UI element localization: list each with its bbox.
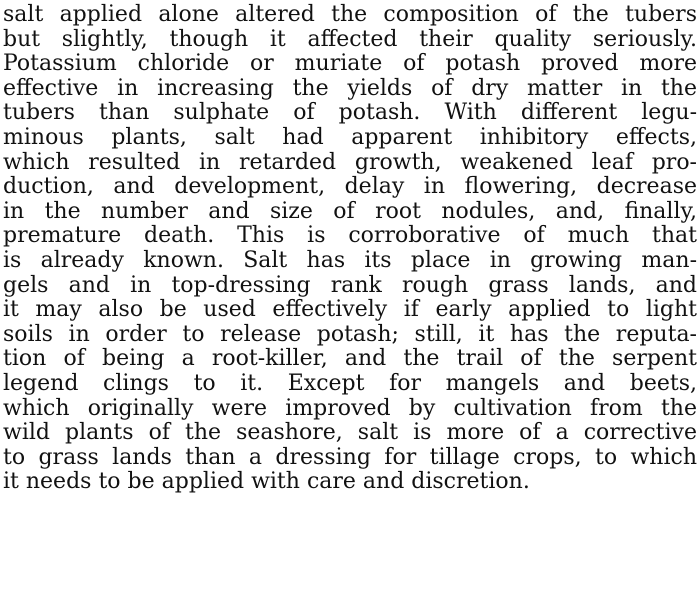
text-line-12: gels and in top-dressing rank rough grass lands, and	[3, 272, 697, 298]
text-line-6: minous plants, salt had apparent inhibitory effects,	[3, 124, 697, 150]
text-line-1: salt applied alone altered the composition of the tubers	[3, 2, 697, 27]
text-line-4: effective in increasing the yields of dry matter in the	[3, 75, 697, 101]
text-line-11: is already known. Salt has its place in growing man-	[3, 247, 697, 273]
text-line-20: it needs to be applied with care and discretion.	[3, 469, 530, 495]
text-line-9: in the number and size of root nodules, and, finally,	[3, 198, 697, 224]
text-line-10: premature death. This is corroborative of much that	[3, 223, 697, 249]
paragraph	[3, 3, 697, 495]
text-line-7: which resulted in retarded growth, weakened leaf pro-	[3, 149, 697, 175]
text-line-18: wild plants of the seashore, salt is more of a corrective	[3, 420, 697, 446]
text-line-3: Potassium chloride or muriate of potash proved more	[3, 51, 697, 77]
text-line-2: but slightly, though it affected their quality seriously.	[3, 26, 697, 52]
text-line-19: to grass lands than a dressing for tillage crops, to which	[3, 444, 697, 470]
text-line-8: duction, and development, delay in flowering, decrease	[3, 174, 697, 200]
text-line-5: tubers than sulphate of potash. With different legu-	[3, 100, 697, 126]
text-line-17: which originally were improved by cultivation from the	[3, 395, 697, 421]
text-line-14: soils in order to release potash; still, it has the reputa-	[3, 321, 697, 347]
text-line-13: it may also be used effectively if early applied to light	[3, 297, 697, 323]
text-line-16: legend clings to it. Except for mangels and beets,	[3, 370, 697, 396]
text-line-15: tion of being a root-killer, and the trail of the serpent	[3, 346, 697, 372]
